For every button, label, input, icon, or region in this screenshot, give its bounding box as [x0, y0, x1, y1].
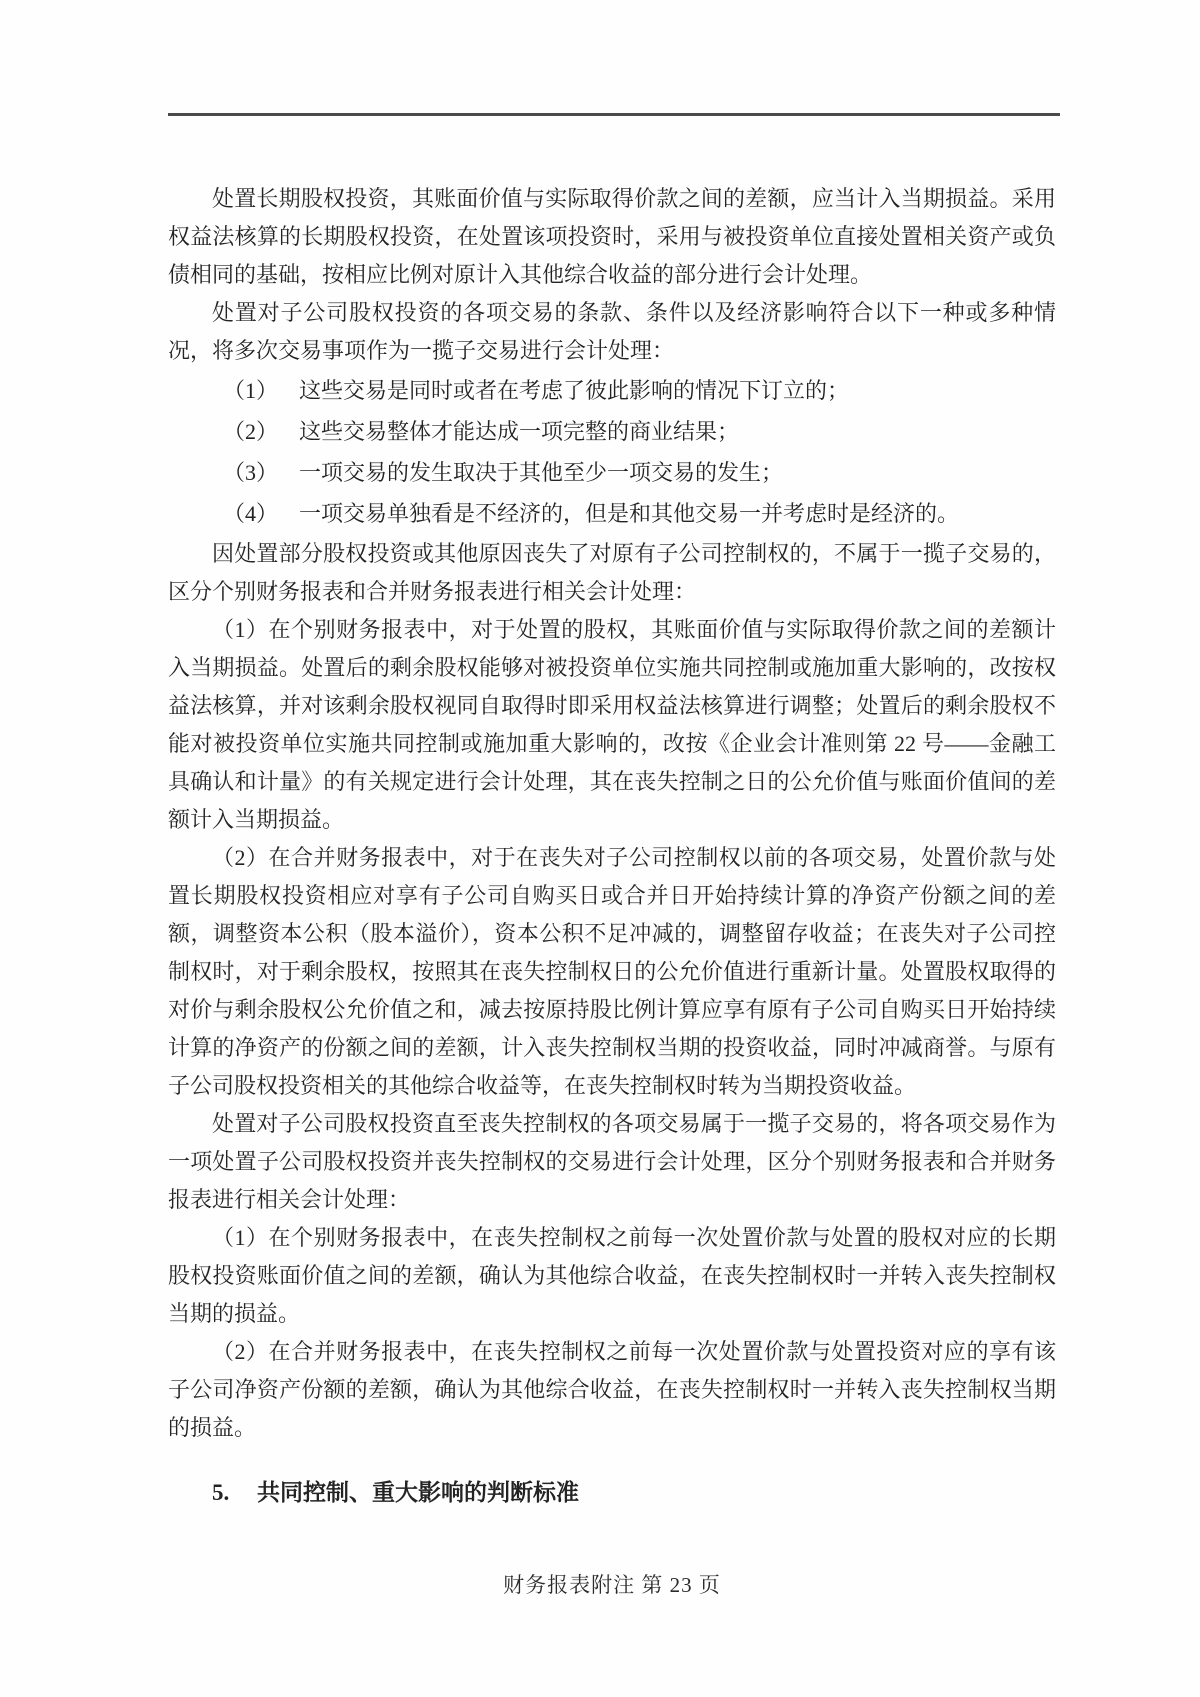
paragraph: 因处置部分股权投资或其他原因丧失了对原有子公司控制权的，不属于一揽子交易的，区分个别财务报表和合并财务报表进行相关会计处理： [168, 541, 1056, 604]
paragraph: （1）在个别财务报表中，对于处置的股权，其账面价值与实际取得价款之间的差额计入当期损益。处置后的剩余股权能够对被投资单位实施共同控制或施加重大影响的，改按权益法核算，并对该剩余股权视同自取得时即采用权益法核算进行调整；处置后的剩余股权不能对被投资单位实施共同控制或施加重大影响的，改按《企业会计准则第 22 号——金融工具确认和计量》的有关规定进行会计处理，其在丧失控制之日的公允价值与账面价值间的差额计入当期损益。 [168, 617, 1056, 832]
list-item-text: 一项交易的发生取决于其他至少一项交易的发生； [299, 460, 784, 485]
list-item-number: （3） [223, 460, 279, 485]
list-item [168, 494, 1056, 534]
page-footer: 财务报表附注 第 23 页 [503, 1573, 721, 1597]
list-item [168, 453, 1056, 493]
paragraph: 处置对子公司股权投资直至丧失控制权的各项交易属于一揽子交易的，将各项交易作为一项处置子公司股权投资并丧失控制权的交易进行会计处理，区分个别财务报表和合并财务报表进行相关会计处理： [168, 1111, 1056, 1212]
paragraph: 处置长期股权投资，其账面价值与实际取得价款之间的差额，应当计入当期损益。采用权益法核算的长期股权投资，在处置该项投资时，采用与被投资单位直接处置相关资产或负债相同的基础，按相应比例对原计入其他综合收益的部分进行会计处理。 [168, 186, 1056, 287]
list-item-number: （1） [223, 378, 279, 403]
paragraph: （1）在个别财务报表中，在丧失控制权之前每一次处置价款与处置的股权对应的长期股权投资账面价值之间的差额，确认为其他综合收益，在丧失控制权时一并转入丧失控制权当期的损益。 [168, 1225, 1056, 1326]
section-heading-text: 共同控制、重大影响的判断标准 [257, 1480, 579, 1505]
list-item [168, 412, 1056, 452]
list-item-text: 这些交易整体才能达成一项完整的商业结果； [299, 419, 740, 444]
paragraph: 处置对子公司股权投资的各项交易的条款、条件以及经济影响符合以下一种或多种情况，将多次交易事项作为一揽子交易进行会计处理： [168, 300, 1056, 363]
section-heading [168, 1473, 1056, 1513]
document-body [168, 180, 1056, 1513]
list-item-text: 一项交易单独看是不经济的，但是和其他交易一并考虑时是经济的。 [299, 501, 960, 526]
header-rule [168, 113, 1060, 116]
paragraph: （2）在合并财务报表中，对于在丧失对子公司控制权以前的各项交易，处置价款与处置长期股权投资相应对享有子公司自购买日或合并日开始持续计算的净资产份额之间的差额，调整资本公积（股本溢价），资本公积不足冲减的，调整留存收益；在丧失对子公司控制权时，对于剩余股权，按照其在丧失控制权日的公允价值进行重新计量。处置股权取得的对价与剩余股权公允价值之和，减去按原持股比例计算应享有原有子公司自购买日开始持续计算的净资产的份额之间的差额，计入丧失控制权当期的投资收益，同时冲减商誉。与原有子公司股权投资相关的其他综合收益等，在丧失控制权时转为当期投资收益。 [168, 845, 1056, 1098]
list-item-number: （2） [223, 419, 279, 444]
section-heading-number: 5. [212, 1480, 230, 1505]
list-item-number: （4） [223, 501, 279, 526]
paragraph: （2）在合并财务报表中，在丧失控制权之前每一次处置价款与处置投资对应的享有该子公司净资产份额的差额，确认为其他综合收益，在丧失控制权时一并转入丧失控制权当期的损益。 [168, 1339, 1056, 1440]
list-item-text: 这些交易是同时或者在考虑了彼此影响的情况下订立的； [299, 378, 850, 403]
list-item [168, 371, 1056, 411]
